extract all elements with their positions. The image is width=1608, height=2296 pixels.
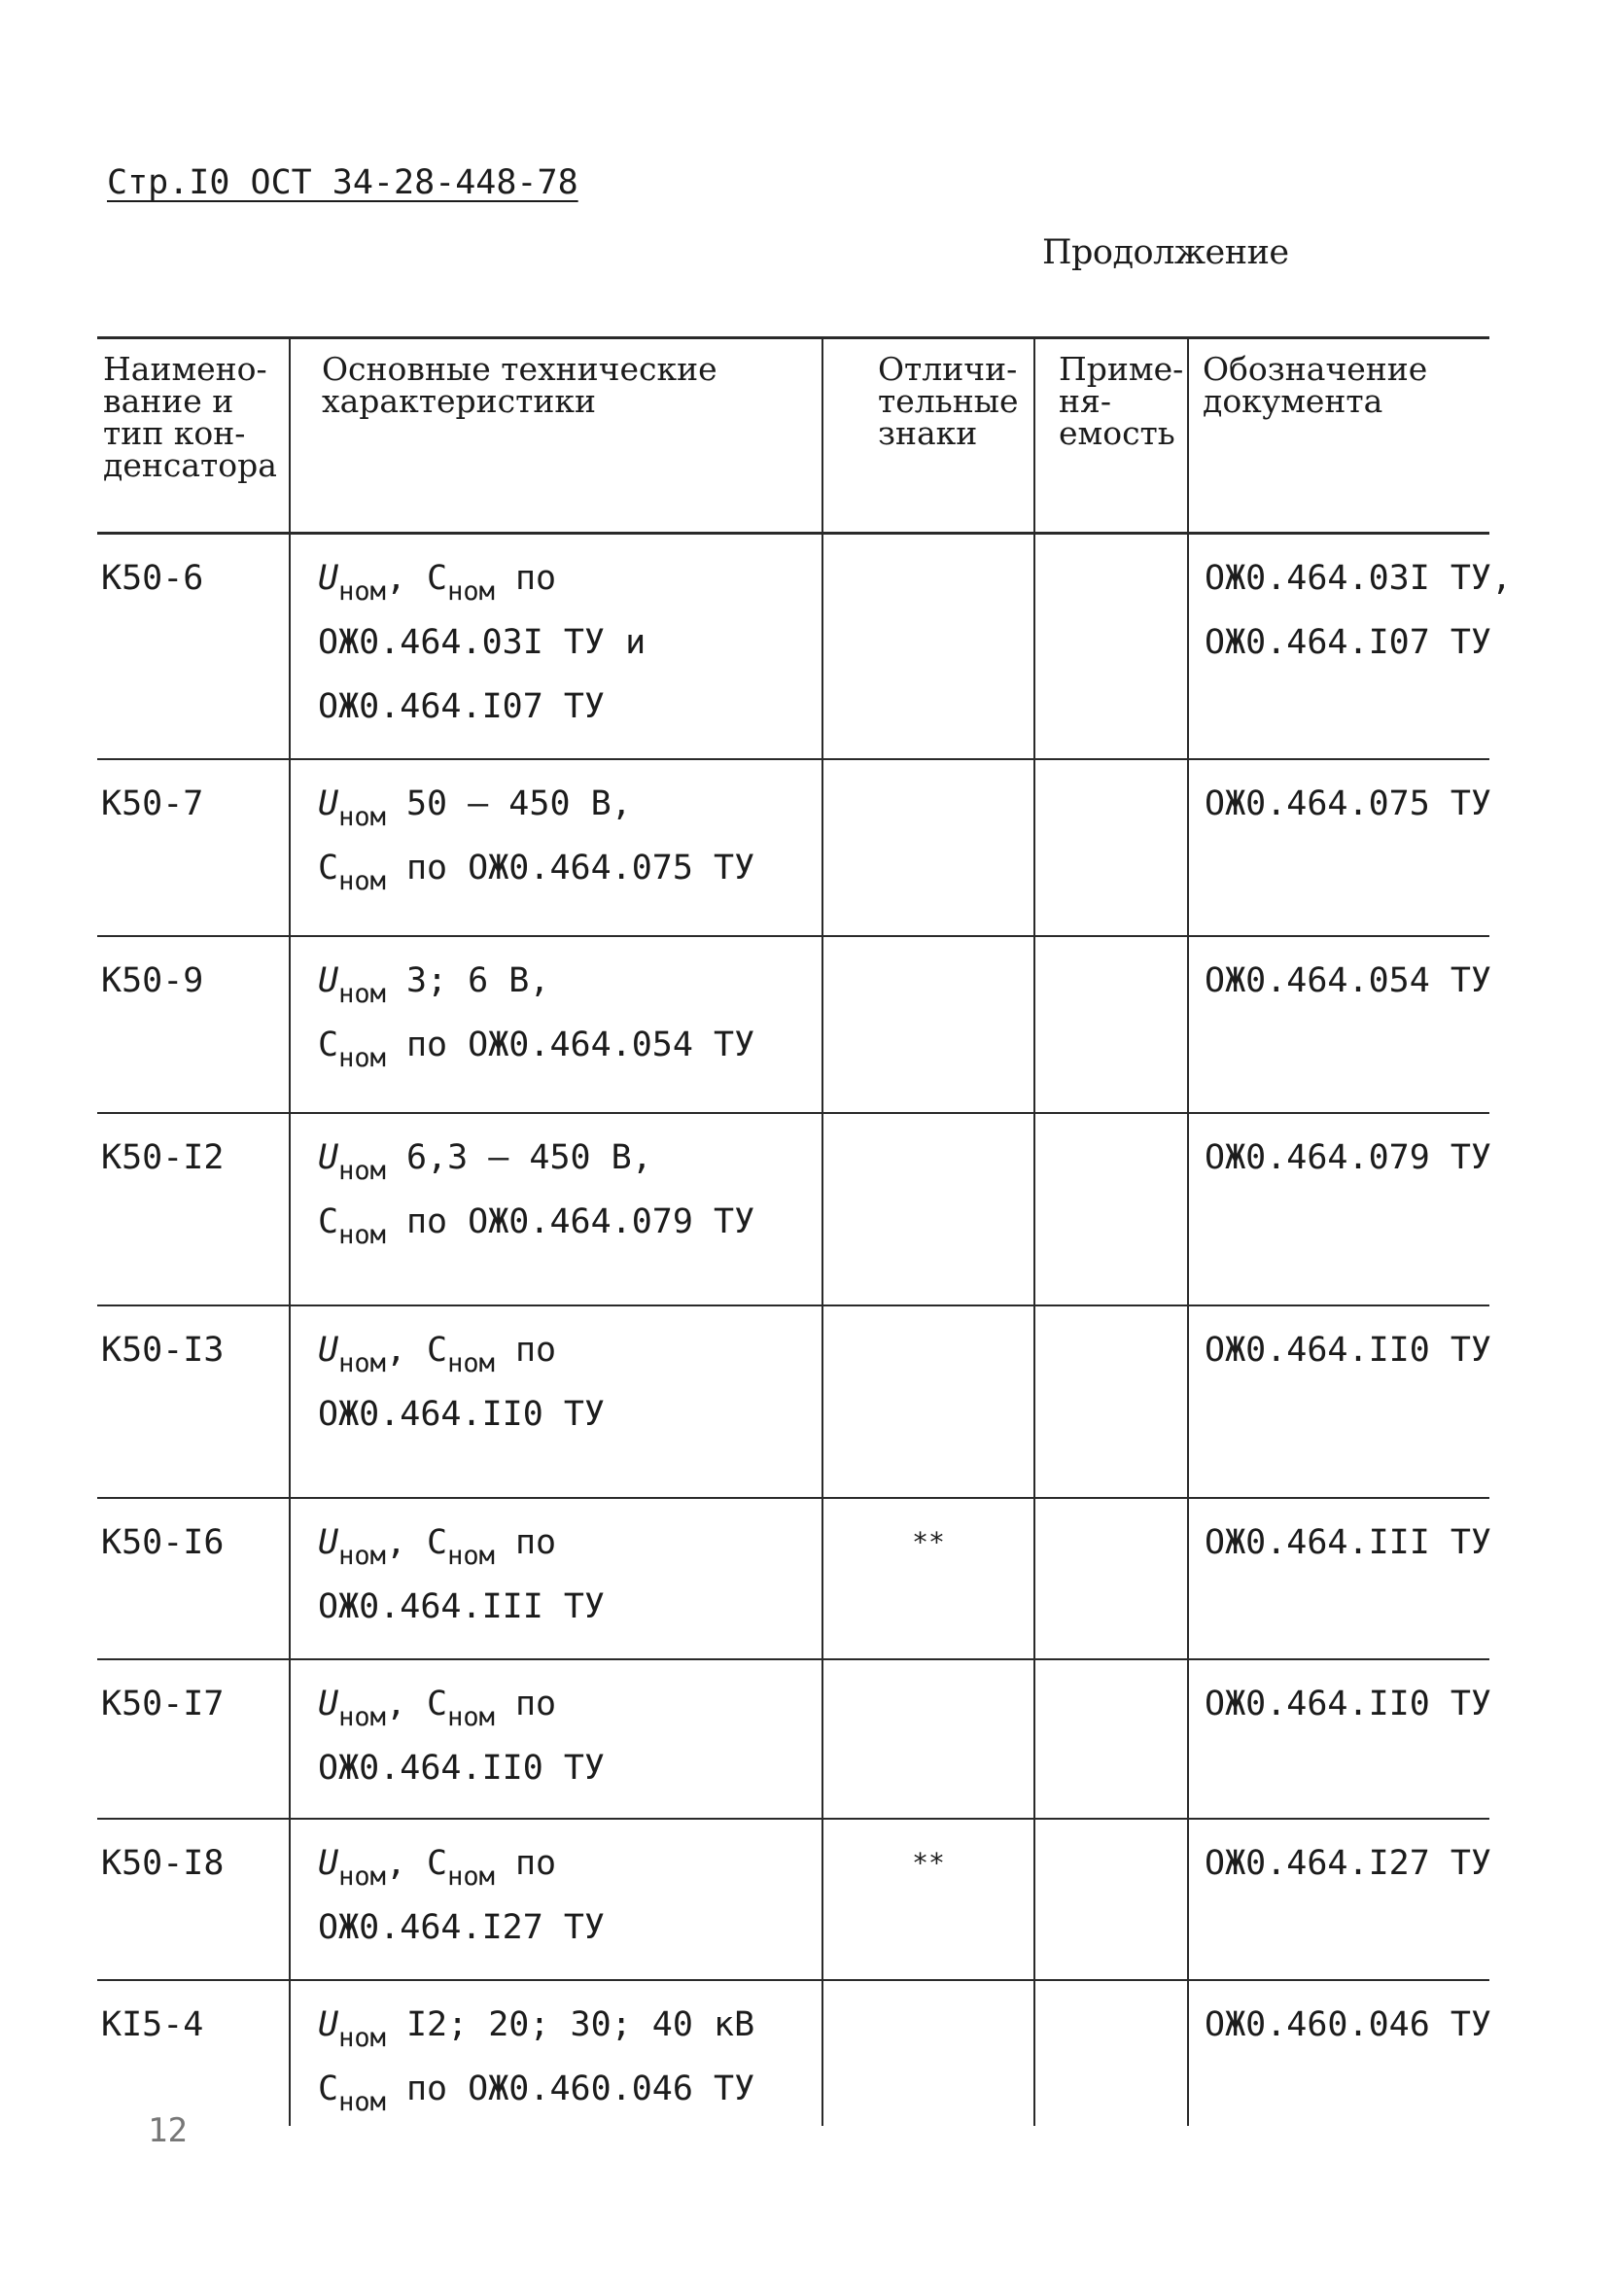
table-row — [97, 1498, 1489, 1659]
characteristics-cell: $U_{ном}$, $С_{ном}$ по ОЖ0.464.II0 ТУ — [290, 1659, 822, 1819]
document-cell: ОЖ0.464.II0 ТУ — [1188, 1305, 1489, 1498]
applicability-cell — [1034, 1113, 1188, 1305]
capacitor-name: К50-7 — [101, 783, 204, 823]
applicability-cell — [1034, 1305, 1188, 1498]
document-cell: ОЖ0.464.075 ТУ — [1188, 759, 1489, 936]
distinctive-mark — [822, 759, 1034, 936]
applicability-cell — [1034, 1498, 1188, 1659]
applicability-cell — [1034, 759, 1188, 936]
applicability-cell — [1034, 936, 1188, 1113]
page-header: Стр.I0 ОСТ 34-28-448-78 — [107, 163, 578, 202]
table-row — [97, 1659, 1489, 1819]
capacitor-name: К50-I6 — [101, 1522, 225, 1562]
document-cell: ОЖ0.464.054 ТУ — [1188, 936, 1489, 1113]
characteristics-cell: $U_{ном}$ I2; 20; 30; 40 кВ $С_{ном}$ по ОЖ0.460.046 ТУ — [290, 1980, 822, 2126]
applicability-cell — [1034, 1819, 1188, 1980]
header-distinctive-marks: Отличи- тельные знаки — [822, 338, 1034, 534]
document-cell: ОЖ0.464.03I ТУ, ОЖ0.464.I07 ТУ — [1188, 534, 1489, 759]
document-cell: ОЖ0.464.III ТУ — [1188, 1498, 1489, 1659]
table-row — [97, 1980, 1489, 2126]
table-row — [97, 936, 1489, 1113]
characteristics-cell: $U_{ном}$ 50 – 450 В, $С_{ном}$ по ОЖ0.464.075 ТУ — [290, 759, 822, 936]
header-document: Обозначение документа — [1188, 338, 1489, 534]
characteristics-cell: $U_{ном}$, $С_{ном}$ по ОЖ0.464.III ТУ — [290, 1498, 822, 1659]
distinctive-mark: ** — [822, 1819, 1034, 1980]
continuation-label: Продолжение — [1042, 233, 1289, 272]
document-cell: ОЖ0.464.079 ТУ — [1188, 1113, 1489, 1305]
header-characteristics: Основные технические характеристики — [290, 338, 822, 534]
characteristics-cell: $U_{ном}$, $С_{ном}$ по ОЖ0.464.I27 ТУ — [290, 1819, 822, 1980]
applicability-cell — [1034, 1659, 1188, 1819]
distinctive-mark — [822, 534, 1034, 759]
distinctive-mark — [822, 936, 1034, 1113]
applicability-cell — [1034, 534, 1188, 759]
table-row — [97, 1819, 1489, 1980]
header-capacitor-name: Наимено- вание и тип кон- денсатора — [103, 350, 277, 484]
distinctive-mark — [822, 1305, 1034, 1498]
distinctive-mark: ** — [822, 1498, 1034, 1659]
table-row — [97, 759, 1489, 936]
document-cell: ОЖ0.460.046 ТУ — [1188, 1980, 1489, 2126]
header-applicability: Приме- ня- емость — [1034, 338, 1188, 534]
capacitor-name: КI5-4 — [101, 2004, 204, 2044]
document-cell: ОЖ0.464.I27 ТУ — [1188, 1819, 1489, 1980]
page-number: 12 — [148, 2111, 188, 2150]
table-row — [97, 1305, 1489, 1498]
characteristics-cell: $U_{ном}$, $С_{ном}$ по ОЖ0.464.03I ТУ и ОЖ0.464.I07 ТУ — [290, 534, 822, 759]
characteristics-cell: $U_{ном}$ 6,3 – 450 В, $С_{ном}$ по ОЖ0.464.079 ТУ — [290, 1113, 822, 1305]
capacitor-name: К50-6 — [101, 559, 204, 598]
table-row — [97, 1113, 1489, 1305]
capacitor-name: К50-9 — [101, 960, 204, 1000]
table-row — [97, 534, 1489, 759]
distinctive-mark — [822, 1659, 1034, 1819]
distinctive-mark — [822, 1980, 1034, 2126]
capacitor-spec-table — [97, 336, 1513, 2126]
capacitor-name: К50-I8 — [101, 1843, 225, 1883]
document-cell: ОЖ0.464.II0 ТУ — [1188, 1659, 1489, 1819]
capacitor-name: К50-I7 — [101, 1684, 225, 1723]
table-header-row — [97, 338, 1489, 534]
capacitor-name: К50-I3 — [101, 1330, 225, 1370]
applicability-cell — [1034, 1980, 1188, 2126]
capacitor-name: К50-I2 — [101, 1137, 225, 1177]
characteristics-cell: $U_{ном}$, $С_{ном}$ по ОЖ0.464.II0 ТУ — [290, 1305, 822, 1498]
distinctive-mark — [822, 1113, 1034, 1305]
characteristics-cell: $U_{ном}$ 3; 6 В, $С_{ном}$ по ОЖ0.464.054 ТУ — [290, 936, 822, 1113]
